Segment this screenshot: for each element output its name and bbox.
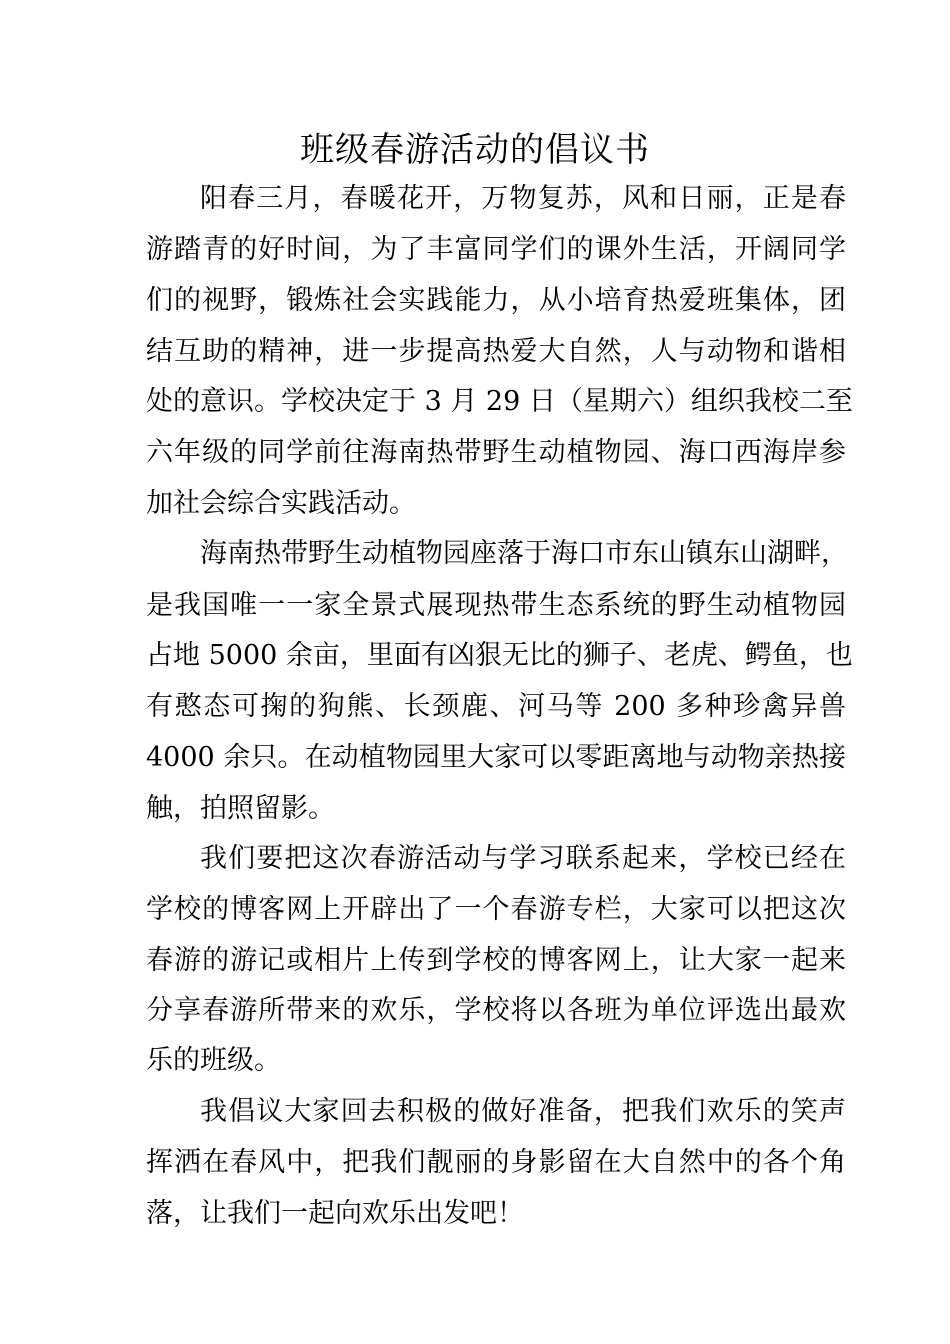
paragraph-1-line-2: 游踏青的好时间，为了丰富同学们的课外生活，开阔同学 bbox=[146, 234, 846, 265]
paragraph-2-line-4: 有憨态可掬的狗熊、长颈鹿、河马等 200 多种珍禽异兽 bbox=[146, 691, 846, 722]
paragraph-1-line-6: 六年级的同学前往海南热带野生动植物园、海口西海岸参 bbox=[146, 437, 846, 468]
paragraph-4-line-2: 挥洒在春风中，把我们靓丽的身影留在大自然中的各个角 bbox=[146, 1147, 846, 1178]
paragraph-2-line-5: 4000 余只。在动植物园里大家可以零距离地与动物亲热接 bbox=[146, 742, 846, 773]
paragraph-3-line-1: 我们要把这次春游活动与学习联系起来，学校已经在 bbox=[200, 843, 846, 874]
paragraph-4-line-3: 落，让我们一起向欢乐出发吧！ bbox=[146, 1198, 524, 1229]
paragraph-3-line-4: 分享春游所带来的欢乐，学校将以各班为单位评选出最欢 bbox=[146, 995, 846, 1026]
paragraph-2-line-3: 占地 5000 余亩，里面有凶狠无比的狮子、老虎、鳄鱼，也 bbox=[146, 640, 853, 671]
document-title: 班级春游活动的倡议书 bbox=[300, 130, 650, 170]
paragraph-1-line-1: 阳春三月，春暖花开，万物复苏，风和日丽，正是春 bbox=[200, 183, 846, 214]
paragraph-1-line-3: 们的视野，锻炼社会实践能力，从小培育热爱班集体，团 bbox=[146, 285, 846, 316]
paragraph-1-line-5: 处的意识。学校决定于 3 月 29 日（星期六）组织我校二至 bbox=[146, 386, 853, 417]
paragraph-4-line-1: 我倡议大家回去积极的做好准备，把我们欢乐的笑声 bbox=[200, 1096, 846, 1127]
paragraph-3-line-3: 春游的游记或相片上传到学校的博客网上，让大家一起来 bbox=[146, 945, 846, 976]
paragraph-3-line-2: 学校的博客网上开辟出了一个春游专栏，大家可以把这次 bbox=[146, 894, 846, 925]
paragraph-2-line-2: 是我国唯一一家全景式展现热带生态系统的野生动植物园 bbox=[146, 590, 846, 621]
paragraph-2-line-6: 触，拍照留影。 bbox=[146, 793, 335, 824]
paragraph-1-line-7: 加社会综合实践活动。 bbox=[146, 488, 416, 519]
paragraph-3-line-5: 乐的班级。 bbox=[146, 1045, 281, 1076]
paragraph-2-line-1: 海南热带野生动植物园座落于海口市东山镇东山湖畔， bbox=[200, 538, 848, 569]
paragraph-1-line-4: 结互助的精神，进一步提高热爱大自然，人与动物和谐相 bbox=[146, 336, 846, 367]
